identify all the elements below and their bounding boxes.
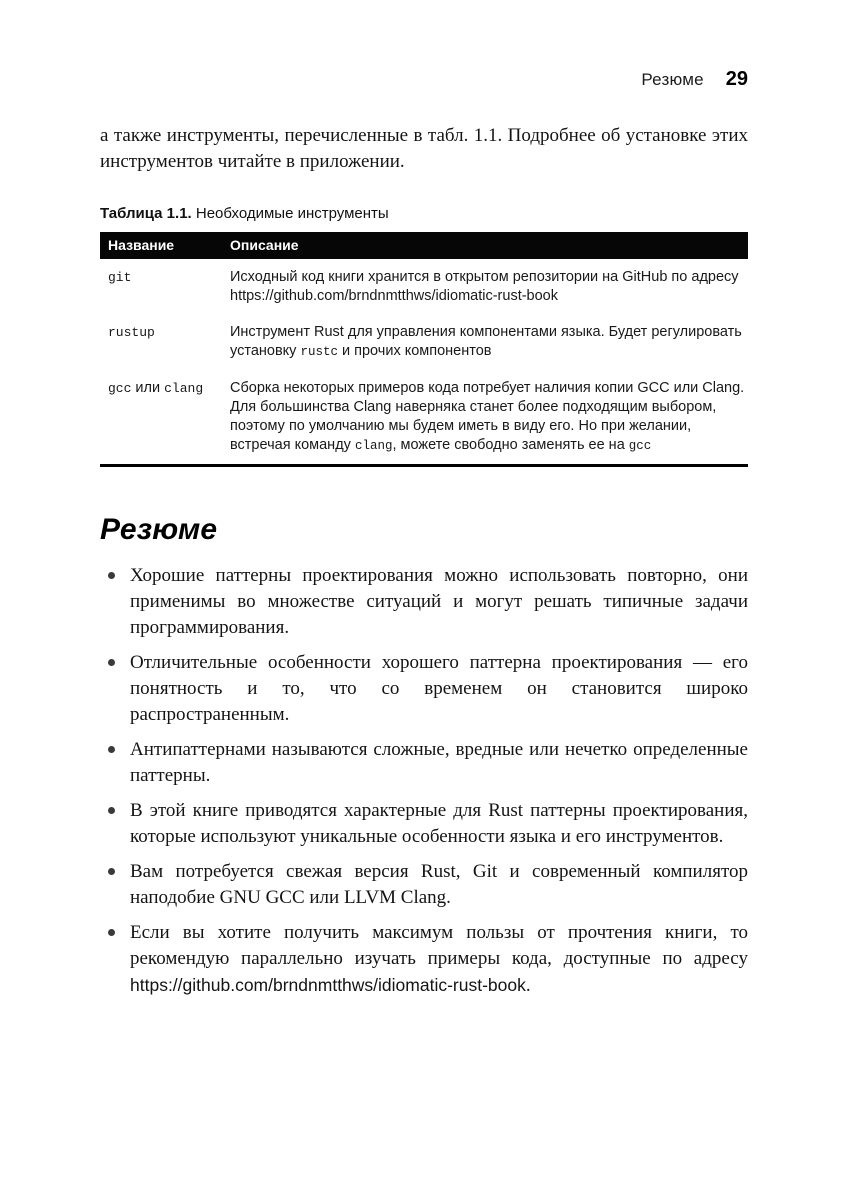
inline-code: rustc	[300, 345, 338, 359]
running-head-title: Резюме	[641, 70, 704, 89]
running-head	[100, 68, 748, 91]
tool-name-code: clang	[164, 381, 204, 396]
bullet-icon	[108, 868, 115, 875]
table-header-row	[100, 232, 748, 259]
table-row-gcc-clang	[100, 370, 748, 466]
table-head	[100, 232, 748, 259]
column-header-desc: Описание	[222, 232, 748, 259]
table-body	[100, 259, 748, 466]
bullet-text: Если вы хотите получить максимум пользы от прочтения книги, то рекомендую параллельно изучать примеры кода, доступные по адресу	[130, 922, 748, 969]
bullet-text: .	[525, 975, 531, 996]
summary-list	[100, 563, 748, 999]
tool-desc-text: и прочих компонентов	[337, 343, 492, 359]
tool-desc-text: , можете свободно заменять ее на	[392, 437, 629, 453]
tool-desc-text: Исходный код книги хранится в открытом репозитории на GitHub по адресу https://github.com/brndnmtthws/idiomatic-rust-book	[230, 269, 739, 304]
tool-name-code: git	[108, 270, 132, 285]
bullet-icon	[108, 807, 115, 814]
table-caption-text: Необходимые инструменты	[191, 205, 389, 222]
bullet-text: Вам потребуется свежая версия Rust, Git и современный компилятор наподобие GNU GCC или LLVM Clang.	[130, 861, 748, 908]
tool-name-code: rustup	[108, 325, 155, 340]
table-caption-label: Таблица 1.1.	[100, 205, 192, 222]
bullet-text: В этой книге приводятся характерные для Rust паттерны проектирования, которые используют уникальные особенности языка и его инструментов.	[130, 800, 748, 847]
tool-desc-cell	[222, 370, 748, 466]
table-row-rustup	[100, 314, 748, 370]
list-item	[100, 737, 748, 789]
list-item	[100, 563, 748, 641]
table-caption	[100, 205, 748, 222]
tool-desc-cell	[222, 314, 748, 370]
bullet-text: Хорошие паттерны проектирования можно использовать повторно, они применимы во множестве ситуаций и могут решать типичные задачи программирования.	[130, 565, 748, 638]
column-header-name: Название	[100, 232, 222, 259]
tools-table	[100, 232, 748, 467]
section-title: Резюме	[100, 513, 218, 546]
tool-desc-text: Сборка некоторых примеров кода потребует наличия копии GCC или Clang. Для большинства Clang наверняка станет более подходящим выбором, поэтому по умолчанию мы будем иметь в виду его. Но при желании, встречая команду	[230, 380, 745, 453]
tool-desc-cell	[222, 259, 748, 314]
tool-name-cell	[100, 370, 222, 466]
list-item	[100, 920, 748, 999]
tool-name-code: gcc	[108, 381, 132, 396]
bullet-icon	[108, 572, 115, 579]
intro-paragraph: а также инструменты, перечисленные в табл. 1.1. Подробнее об установке этих инструментов читайте в приложении.	[100, 125, 748, 172]
bullet-text: Отличительные особенности хорошего паттерна проектирования — его понятность и то, что со временем он становится широко распространенным.	[130, 652, 748, 725]
tool-name-separator: или	[131, 380, 165, 396]
list-item	[100, 859, 748, 911]
bullet-icon	[108, 929, 115, 936]
tool-name-cell	[100, 259, 222, 314]
bullet-icon	[108, 659, 115, 666]
tool-name-cell	[100, 314, 222, 370]
inline-code: gcc	[628, 439, 652, 453]
table-row-git	[100, 259, 748, 314]
list-item	[100, 650, 748, 728]
inline-code: clang	[354, 439, 393, 453]
tool-desc-text: Инструмент Rust для управления компонентами языка. Будет регулировать установку	[230, 324, 742, 359]
bullet-icon	[108, 746, 115, 753]
page-number: 29	[725, 68, 748, 90]
repo-url-text: https://github.com/brndnmtthws/idiomatic-rust-book	[130, 975, 526, 995]
list-item	[100, 798, 748, 850]
bullet-text: Антипаттернами называются сложные, вредные или нечетко определенные паттерны.	[130, 739, 748, 786]
